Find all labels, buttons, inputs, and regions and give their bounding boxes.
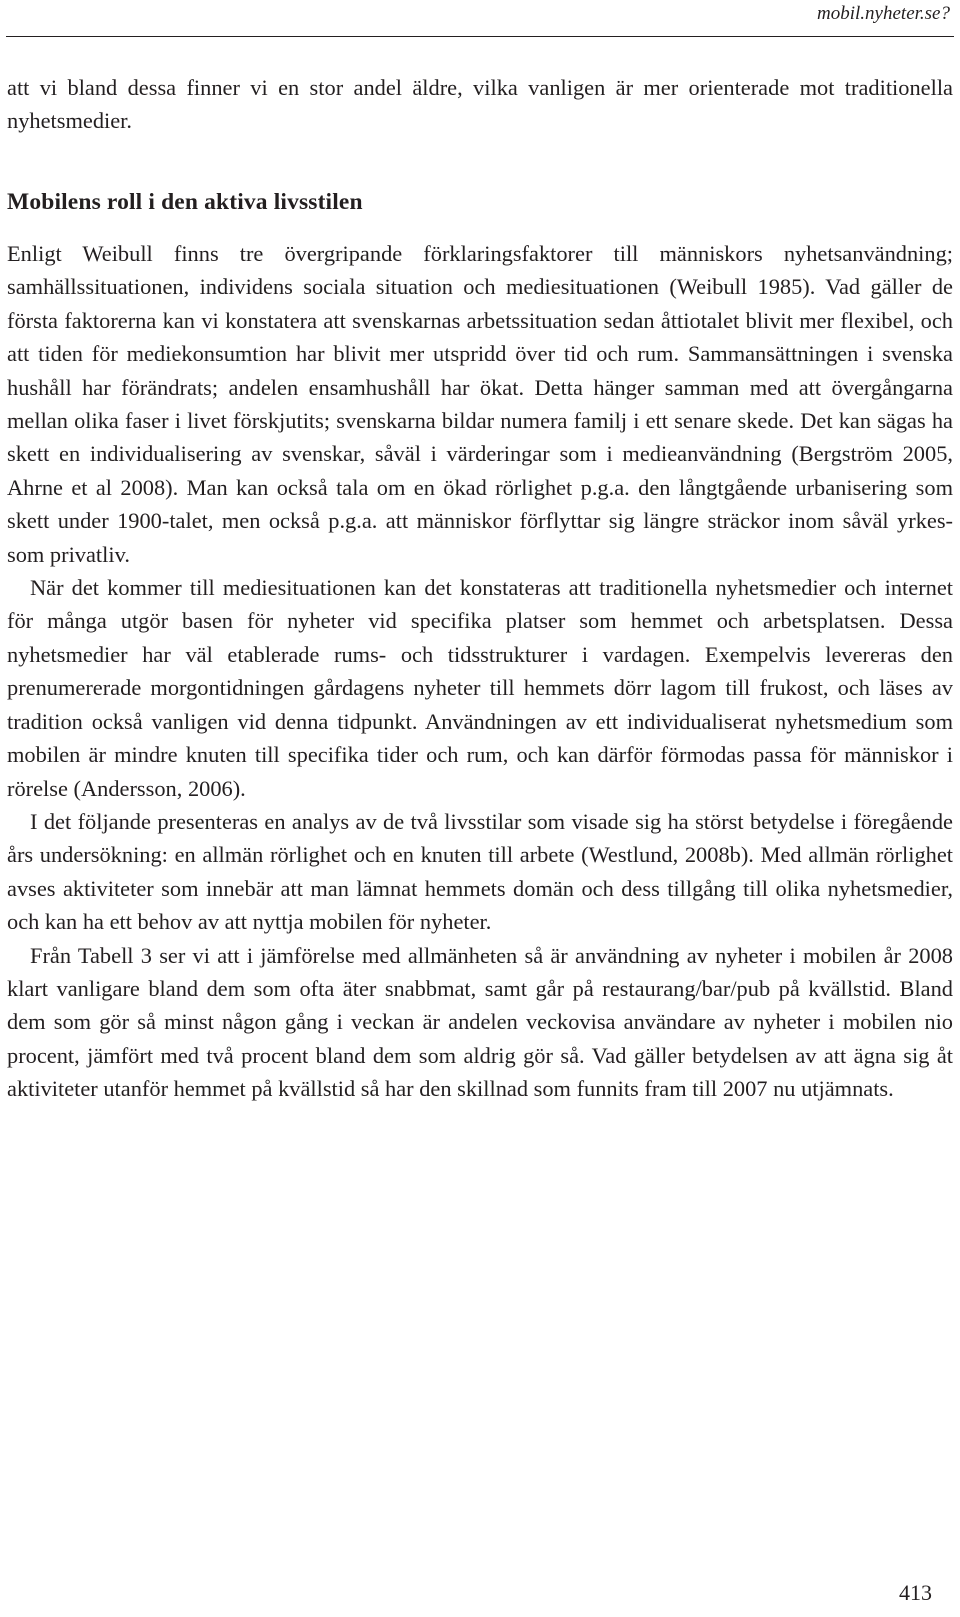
- body-paragraph-4: Från Tabell 3 ser vi att i jämförelse med allmänheten så är användning av nyheter i mobilen år 2008 klart vanligare bland dem som ofta äter snabbmat, samt går på restaurang/bar/pub på kvällstid. Bland dem som gör så minst någon gång i veckan är andelen veckovisa användare av nyheter i mobilen nio procent, jämfört med två procent bland dem som aldrig gör så. Vad gäller betydelsen av att ägna sig åt aktiviteter utanför hemmet på kvällstid så har den skillnad som funnits fram till 2007 nu utjämnats.: [7, 942, 953, 1102]
- intro-text-block: [7, 71, 953, 138]
- body-paragraph-2: När det kommer till mediesituationen kan det konstateras att traditionella nyhetsmedier och internet för många utgör basen för nyheter vid specifika platser som hemmet och arbetsplatsen. Dessa nyhetsmedier har väl etablerade rums- och tidsstrukturer i vardagen. Exempelvis levereras den prenumererade morgontidningen gårdagens nyheter till hemmets dörr lagom till frukost, och läses av tradition också vanligen vid denna tidpunkt. Användningen av ett individualiserat nyhetsmedium som mobilen är mindre knuten till specifika tider och rum, och kan därför förmodas passa för människor i rörelse (Andersson, 2006).: [7, 575, 953, 801]
- header-rule: [6, 36, 954, 37]
- intro-paragraph: att vi bland dessa finner vi en stor andel äldre, vilka vanligen är mer orienterade mot traditionella nyhetsmedier.: [7, 75, 953, 134]
- page-number: 413: [899, 1580, 932, 1605]
- running-header-title: mobil.nyheter.se?: [817, 3, 950, 24]
- section-body: [7, 237, 953, 1106]
- section-heading: Mobilens roll i den aktiva livsstilen: [7, 189, 363, 215]
- body-paragraph-1: Enligt Weibull finns tre övergripande förklaringsfaktorer till människors nyhetsanvändning; samhällssituationen, individens sociala situation och mediesituationen (Weibull 1985). Vad gäller de första faktorerna kan vi konstatera att svenskarnas arbetssituation sedan åttiotalet blivit mer flexibel, och att tiden för mediekonsumtion har blivit mer utspridd över tid och rum. Sammansättningen i svenska hushåll har förändrats; andelen ensamhushåll har ökat. Detta hänger samman med att övergångarna mellan olika faser i livet förskjutits; svenskarna bildar numera familj i ett senare skede. Det kan sägas ha skett en individualisering av svenskar, såväl i värderingar som i medieanvändning (Bergström 2005, Ahrne et al 2008). Man kan också tala om en ökad rörlighet p.g.a. den långtgående urbanisering som skett under 1900-talet, men också p.g.a. att människor förflyttar sig längre sträckor inom såväl yrkes- som privatliv.: [7, 241, 953, 567]
- body-paragraph-3: I det följande presenteras en analys av de två livsstilar som visade sig ha störst betydelse i föregående års undersökning: en allmän rörlighet och en knuten till arbete (Westlund, 2008b). Med allmän rörlighet avses aktiviteter som innebär att man lämnat hemmets domän och dess tillgång till olika nyhetsmedier, och kan ha ett behov av att nyttja mobilen för nyheter.: [7, 808, 953, 935]
